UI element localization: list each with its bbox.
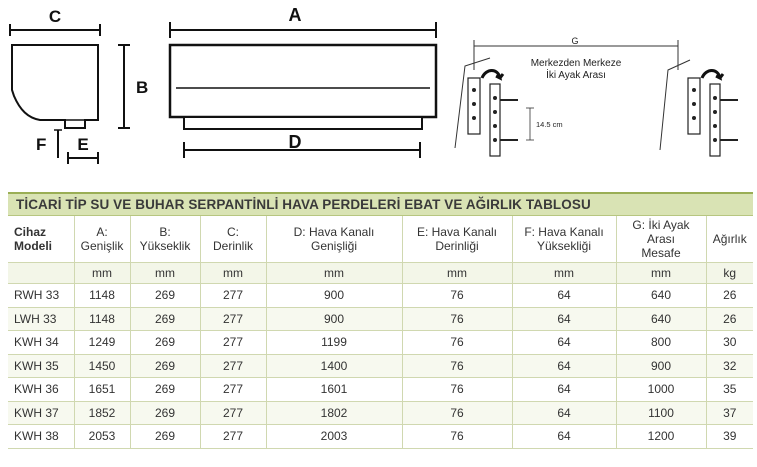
value-cell: 1199 (266, 331, 402, 355)
value-cell: 269 (130, 331, 200, 355)
unit-cell: mm (266, 263, 402, 284)
value-cell: 269 (130, 378, 200, 402)
value-cell: 32 (706, 354, 753, 378)
column-header-8 (706, 216, 753, 263)
value-cell: 64 (512, 425, 616, 449)
spec-table (8, 216, 753, 449)
value-cell: 76 (402, 354, 512, 378)
table-body (8, 284, 753, 449)
value-cell: 64 (512, 331, 616, 355)
value-cell: 76 (402, 284, 512, 308)
dim-label-f: F (36, 135, 47, 154)
center-to-center-label-line2: İki Ayak Arası (546, 70, 606, 81)
value-cell: 1000 (616, 378, 706, 402)
column-header-1 (74, 216, 130, 263)
table-row (8, 425, 753, 449)
center-to-center-label-line1: Merkezden Merkeze (530, 58, 622, 69)
value-cell: 2003 (266, 425, 402, 449)
model-cell: KWH 37 (8, 401, 74, 425)
units-cell-model (8, 263, 74, 284)
table-row (8, 307, 753, 331)
side-profile-drawing (10, 7, 148, 164)
column-header-line1: E: Hava Kanalı (416, 225, 498, 239)
value-cell: 39 (706, 425, 753, 449)
column-header-line2: Genişliği (310, 239, 358, 253)
value-cell: 76 (402, 425, 512, 449)
table-header-row (8, 216, 753, 263)
unit-cell: kg (706, 263, 753, 284)
value-cell: 76 (402, 331, 512, 355)
value-cell: 2053 (74, 425, 130, 449)
table-row (8, 378, 753, 402)
value-cell: 900 (616, 354, 706, 378)
table-row (8, 354, 753, 378)
unit-cell: mm (200, 263, 266, 284)
table-title: TİCARİ TİP SU VE BUHAR SERPANTİNLİ HAVA PERDELERİ EBAT VE AĞIRLIK TABLOSU (8, 192, 753, 216)
column-header-4 (266, 216, 402, 263)
column-header-line1: D: Hava Kanalı (293, 225, 375, 239)
value-cell: 277 (200, 401, 266, 425)
value-cell: 269 (130, 284, 200, 308)
value-cell: 269 (130, 425, 200, 449)
column-header-line2: Derinliği (435, 239, 479, 253)
table-row (8, 331, 753, 355)
value-cell: 640 (616, 307, 706, 331)
value-cell: 277 (200, 354, 266, 378)
value-cell: 277 (200, 307, 266, 331)
value-cell: 277 (200, 284, 266, 308)
value-cell: 30 (706, 331, 753, 355)
model-cell: KWH 36 (8, 378, 74, 402)
model-cell: LWH 33 (8, 307, 74, 331)
column-header-line1: F: Hava Kanalı (524, 225, 604, 239)
value-cell: 640 (616, 284, 706, 308)
unit-cell: mm (616, 263, 706, 284)
unit-cell: mm (402, 263, 512, 284)
column-header-2 (130, 216, 200, 263)
value-cell: 277 (200, 331, 266, 355)
unit-cell: mm (74, 263, 130, 284)
dim-label-g: G (571, 36, 579, 46)
column-header-line1: G: İki Ayak Arası (632, 218, 690, 246)
value-cell: 269 (130, 401, 200, 425)
value-cell: 1400 (266, 354, 402, 378)
value-cell: 26 (706, 307, 753, 331)
value-cell: 1450 (74, 354, 130, 378)
value-cell: 1100 (616, 401, 706, 425)
column-header-line2: Mesafe (641, 246, 681, 260)
front-view-drawing (170, 5, 436, 158)
model-cell: KWH 38 (8, 425, 74, 449)
value-cell: 1148 (74, 307, 130, 331)
table-units-row (8, 263, 753, 284)
column-header-line1: A: (96, 225, 108, 239)
value-cell: 900 (266, 307, 402, 331)
value-cell: 1852 (74, 401, 130, 425)
value-cell: 1651 (74, 378, 130, 402)
value-cell: 269 (130, 307, 200, 331)
value-cell: 277 (200, 378, 266, 402)
model-header-line2: Modeli (14, 239, 52, 253)
value-cell: 64 (512, 354, 616, 378)
value-cell: 269 (130, 354, 200, 378)
value-cell: 900 (266, 284, 402, 308)
column-header-line2: Yükseklik (139, 239, 191, 253)
column-header-6 (512, 216, 616, 263)
table-row (8, 284, 753, 308)
dim-label-c: C (48, 7, 62, 26)
unit-cell: mm (512, 263, 616, 284)
dimension-weight-table (8, 192, 753, 449)
column-header-line2: Yüksekliği (536, 239, 592, 253)
column-header-line1: C: (227, 225, 239, 239)
column-header-line2: Derinlik (212, 239, 253, 253)
value-cell: 1802 (266, 401, 402, 425)
value-cell: 64 (512, 284, 616, 308)
value-cell: 1601 (266, 378, 402, 402)
value-cell: 1148 (74, 284, 130, 308)
model-cell: KWH 35 (8, 354, 74, 378)
dim-label-d: D (288, 132, 302, 152)
value-cell: 76 (402, 378, 512, 402)
unit-cell: mm (130, 263, 200, 284)
value-cell: 800 (616, 331, 706, 355)
column-header-line2: Genişlik (80, 239, 124, 253)
model-header-line1: Cihaz (14, 225, 47, 239)
dim-label-b: B (136, 78, 149, 97)
value-cell: 76 (402, 307, 512, 331)
column-header-5 (402, 216, 512, 263)
value-cell: 64 (512, 307, 616, 331)
value-cell: 1200 (616, 425, 706, 449)
bracket-height-label: 14.5 cm (536, 120, 563, 129)
value-cell: 76 (402, 401, 512, 425)
column-header-7 (616, 216, 706, 263)
column-header-3 (200, 216, 266, 263)
value-cell: 277 (200, 425, 266, 449)
mounting-bracket-drawing (455, 36, 738, 156)
dim-label-e: E (77, 135, 89, 154)
value-cell: 26 (706, 284, 753, 308)
dim-label-a: A (288, 5, 302, 25)
value-cell: 37 (706, 401, 753, 425)
column-header-line1: Ağırlık (712, 232, 747, 246)
value-cell: 64 (512, 378, 616, 402)
column-header-model (8, 216, 74, 263)
model-cell: KWH 34 (8, 331, 74, 355)
technical-drawings (0, 0, 757, 170)
value-cell: 35 (706, 378, 753, 402)
column-header-line1: B: (159, 225, 171, 239)
value-cell: 1249 (74, 331, 130, 355)
table-row (8, 401, 753, 425)
value-cell: 64 (512, 401, 616, 425)
model-cell: RWH 33 (8, 284, 74, 308)
